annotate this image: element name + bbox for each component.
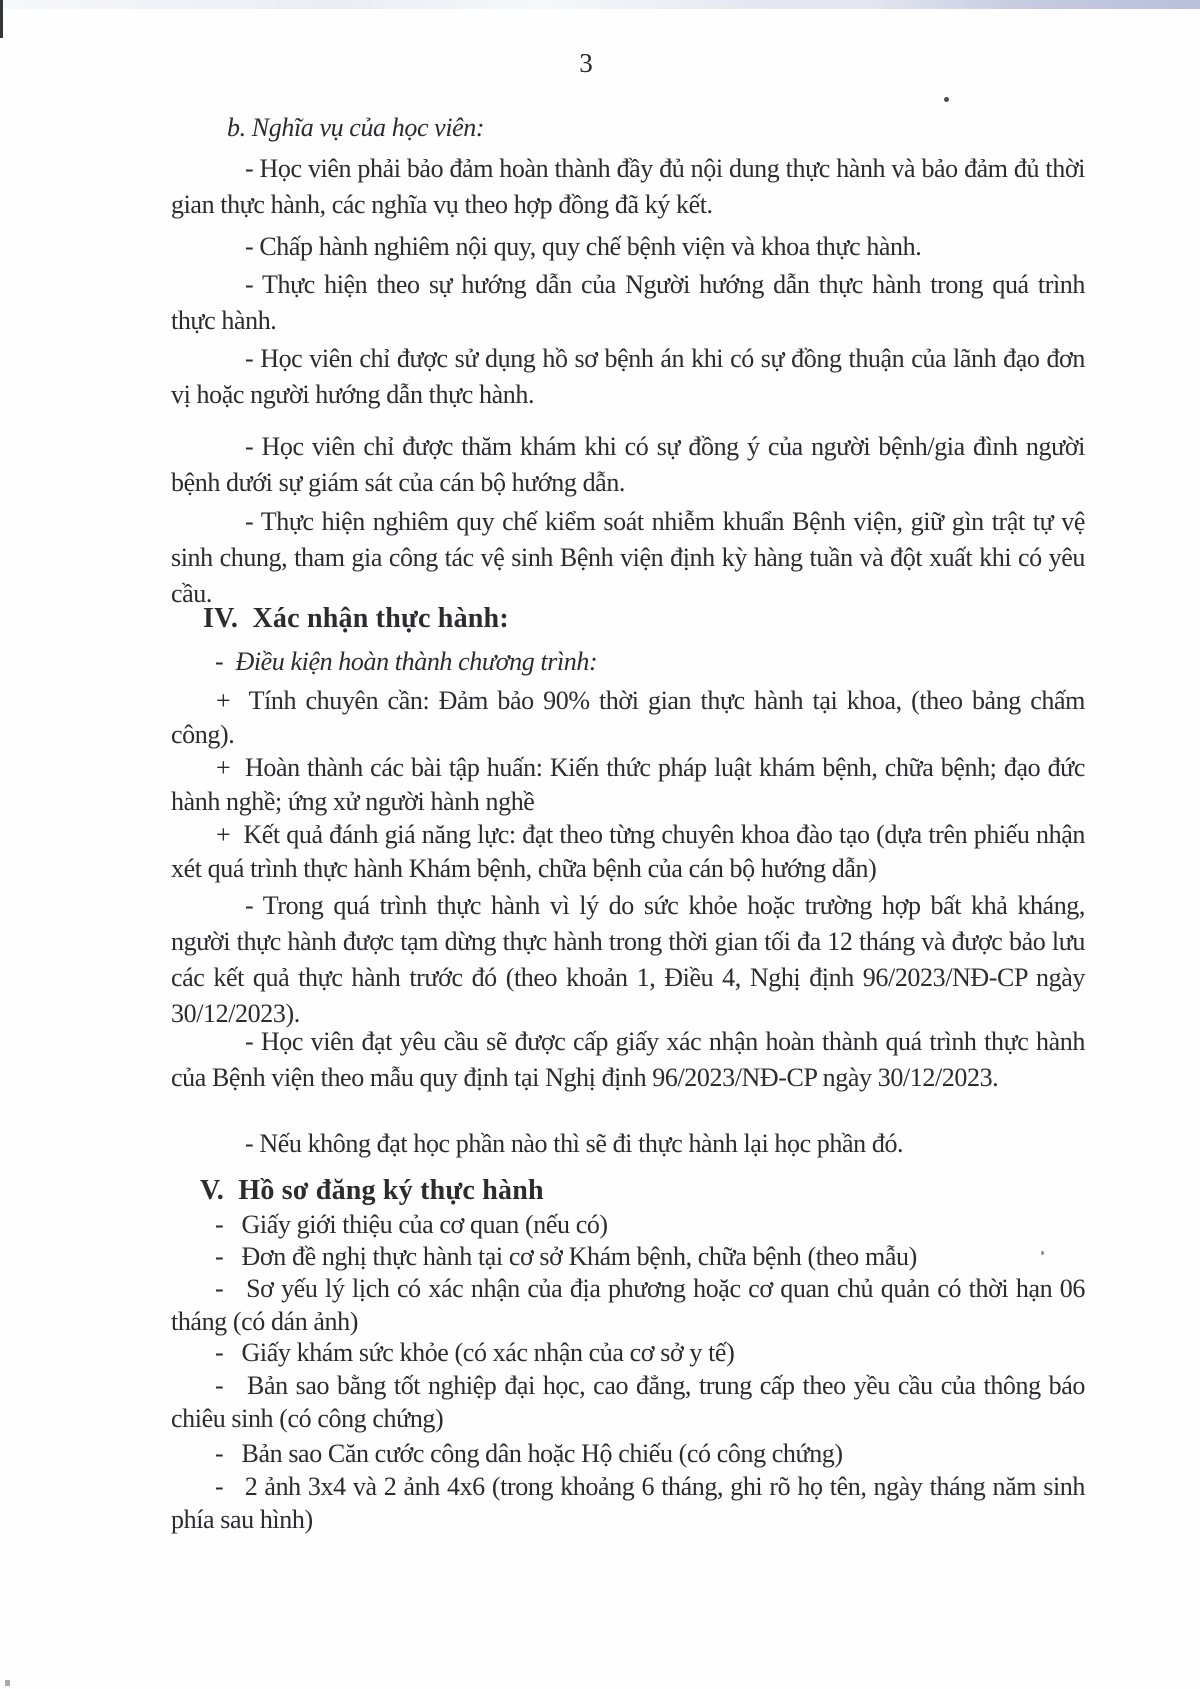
section-iv-heading: IV. Xác nhận thực hành: [203,603,509,634]
scan-artifact-dot [944,97,949,102]
scan-artifact-top-band [0,0,1200,9]
criterion-item-1: + Tính chuyên cần: Đảm bảo 90% thời gian thực hành tại khoa, (theo bảng chấm công). [171,686,1085,749]
document-item-3: - Sơ yếu lý lịch có xác nhận của địa phương hoặc cơ quan chủ quản có thời hạn 06 tháng (có dán ảnh) [171,1274,1085,1336]
obligation-item-1: - Học viên phải bảo đảm hoàn thành đầy đủ nội dung thực hành và bảo đảm đủ thời gian thực hành, các nghĩa vụ theo hợp đồng đã ký kết. [171,154,1085,219]
obligation-item-5: - Học viên chỉ được thăm khám khi có sự đồng ý của người bệnh/gia đình người bệnh dưới sự giám sát của cán bộ hướng dẫn. [171,432,1085,497]
section-b-heading: b. Nghĩa vụ của học viên: [227,113,485,142]
section-v-heading: V. Hồ sơ đăng ký thực hành [200,1175,544,1206]
obligation-item-3: - Thực hiện theo sự hướng dẫn của Người hướng dẫn thực hành trong quá trình thực hành. [171,270,1085,335]
document-item-1: - Giấy giới thiệu của cơ quan (nếu có) [215,1210,608,1239]
page-number: 3 [579,48,593,78]
document-item-7: - 2 ảnh 3x4 và 2 ảnh 4x6 (trong khoảng 6 tháng, ghi rõ họ tên, ngày tháng năm sinh phía sau hình) [171,1472,1085,1534]
obligation-item-2: - Chấp hành nghiêm nội quy, quy chế bệnh viện và khoa thực hành. [245,232,922,261]
scan-artifact-bottom-left [5,1680,10,1686]
obligation-item-6: - Thực hiện nghiêm quy chế kiểm soát nhiễm khuẩn Bệnh viện, giữ gìn trật tự vệ sinh chung, tham gia công tác vệ sinh Bệnh viện định kỳ hàng tuần và đột xuất khi có yêu cầu. [171,507,1085,608]
criterion-item-3: + Kết quả đánh giá năng lực: đạt theo từng chuyên khoa đào tạo (dựa trên phiếu nhận xét quá trình thực hành Khám bệnh, chữa bệnh của cán bộ hướng dẫn) [171,820,1085,883]
document-item-6: - Bản sao Căn cước công dân hoặc Hộ chiếu (có công chứng) [215,1439,843,1468]
completion-condition-heading: - Điều kiện hoàn thành chương trình: [215,647,598,676]
document-item-2: - Đơn đề nghị thực hành tại cơ sở Khám bệnh, chữa bệnh (theo mẫu) [215,1242,917,1271]
obligation-item-4: - Học viên chỉ được sử dụng hồ sơ bệnh án khi có sự đồng thuận của lãnh đạo đơn vị hoặc người hướng dẫn thực hành. [171,344,1085,409]
note-paragraph-2: - Học viên đạt yêu cầu sẽ được cấp giấy xác nhận hoàn thành quá trình thực hành của Bệnh viện theo mẫu quy định tại Nghị định 96/2023/NĐ-CP ngày 30/12/2023. [171,1027,1085,1092]
scan-artifact-left-edge [0,0,3,38]
document-item-5: - Bản sao bằng tốt nghiệp đại học, cao đẳng, trung cấp theo yều cầu của thông báo chiêu sinh (có công chứng) [171,1371,1085,1433]
criterion-item-2: + Hoàn thành các bài tập huấn: Kiến thức pháp luật khám bệnh, chữa bệnh; đạo đức hành nghề; ứng xử người hành nghề [171,753,1085,816]
note-paragraph-1: - Trong quá trình thực hành vì lý do sức khỏe hoặc trường hợp bất khả kháng, người thực hành được tạm dừng thực hành trong thời gian tối đa 12 tháng và được bảo lưu các kết quả thực hành trước đó (theo khoản 1, Điều 4, Nghị định 96/2023/NĐ-CP ngày 30/12/2023). [171,891,1085,1028]
document-item-4: - Giấy khám sức khỏe (có xác nhận của cơ sở y tế) [215,1338,735,1367]
note-paragraph-3: - Nếu không đạt học phần nào thì sẽ đi thực hành lại học phần đó. [245,1129,904,1158]
